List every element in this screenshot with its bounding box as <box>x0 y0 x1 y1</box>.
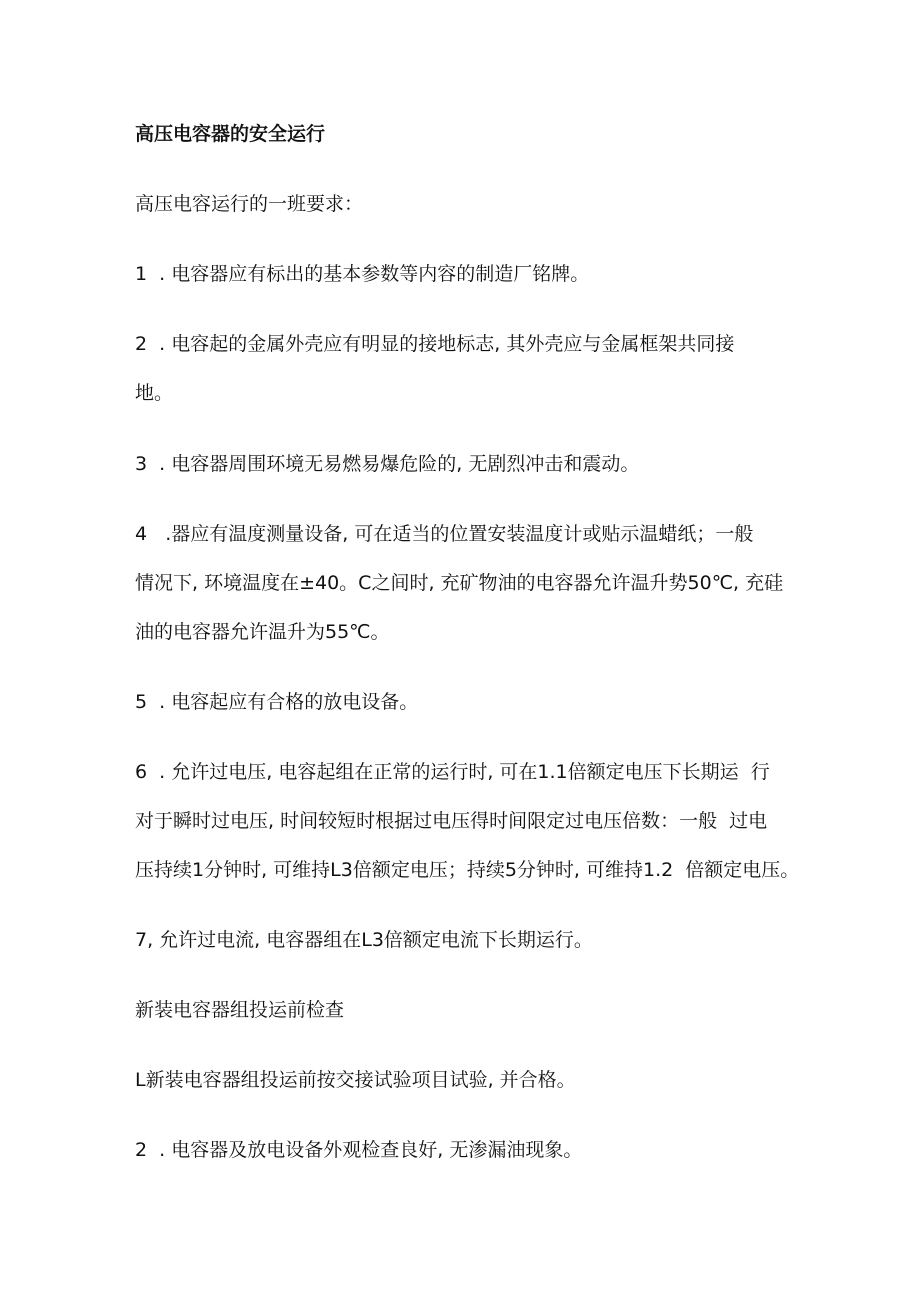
list-item-continuation: 地。 <box>135 382 174 404</box>
list-item-continuation: 油的电容器允许温升为55℃。 <box>135 621 390 643</box>
list-item: L新装电容器组投运前按交接试验项目试验, 并合格。 <box>135 1069 576 1091</box>
list-item: 2 . 电容起的金属外壳应有明显的接地标志, 其外壳应与金属框架共同接 <box>135 333 735 355</box>
list-item: 3 . 电容器周围环境无易燃易爆危险的, 无剧烈冲击和震动。 <box>135 453 640 475</box>
list-item-continuation: 情况下, 环境温度在±40。C之间时, 充矿物油的电容器允许温升势50℃, 充硅 <box>135 572 784 594</box>
list-item: 7, 允许过电流, 电容器组在L3倍额定电流下长期运行。 <box>135 929 593 951</box>
list-item-continuation: 压持续1分钟时, 可维持L3倍额定电压；持续5分钟时, 可维持1.2 倍额定电压。 <box>135 859 800 881</box>
list-item: 1 . 电容器应有标出的基本参数等内容的制造厂铭牌。 <box>135 263 590 285</box>
list-item: 4 .器应有温度测量设备, 可在适当的位置安装温度计或贴示温蜡纸；一般 <box>135 523 754 545</box>
list-item: 2 . 电容器及放电设备外观检查良好, 无渗漏油现象。 <box>135 1139 583 1161</box>
document-title: 高压电容器的安全运行 <box>135 123 326 145</box>
intro-text: 高压电容运行的一班要求： <box>135 193 364 215</box>
list-item: 6 . 允许过电压, 电容起组在正常的运行时, 可在1.1倍额定电压下长期运 行 <box>135 761 770 783</box>
list-item: 5 . 电容起应有合格的放电设备。 <box>135 691 419 713</box>
list-item-continuation: 对于瞬时过电压, 时间较短时根据过电压得时间限定过电压倍数：一般 过电 <box>135 810 768 832</box>
section-heading: 新装电容器组投运前检查 <box>135 999 345 1021</box>
